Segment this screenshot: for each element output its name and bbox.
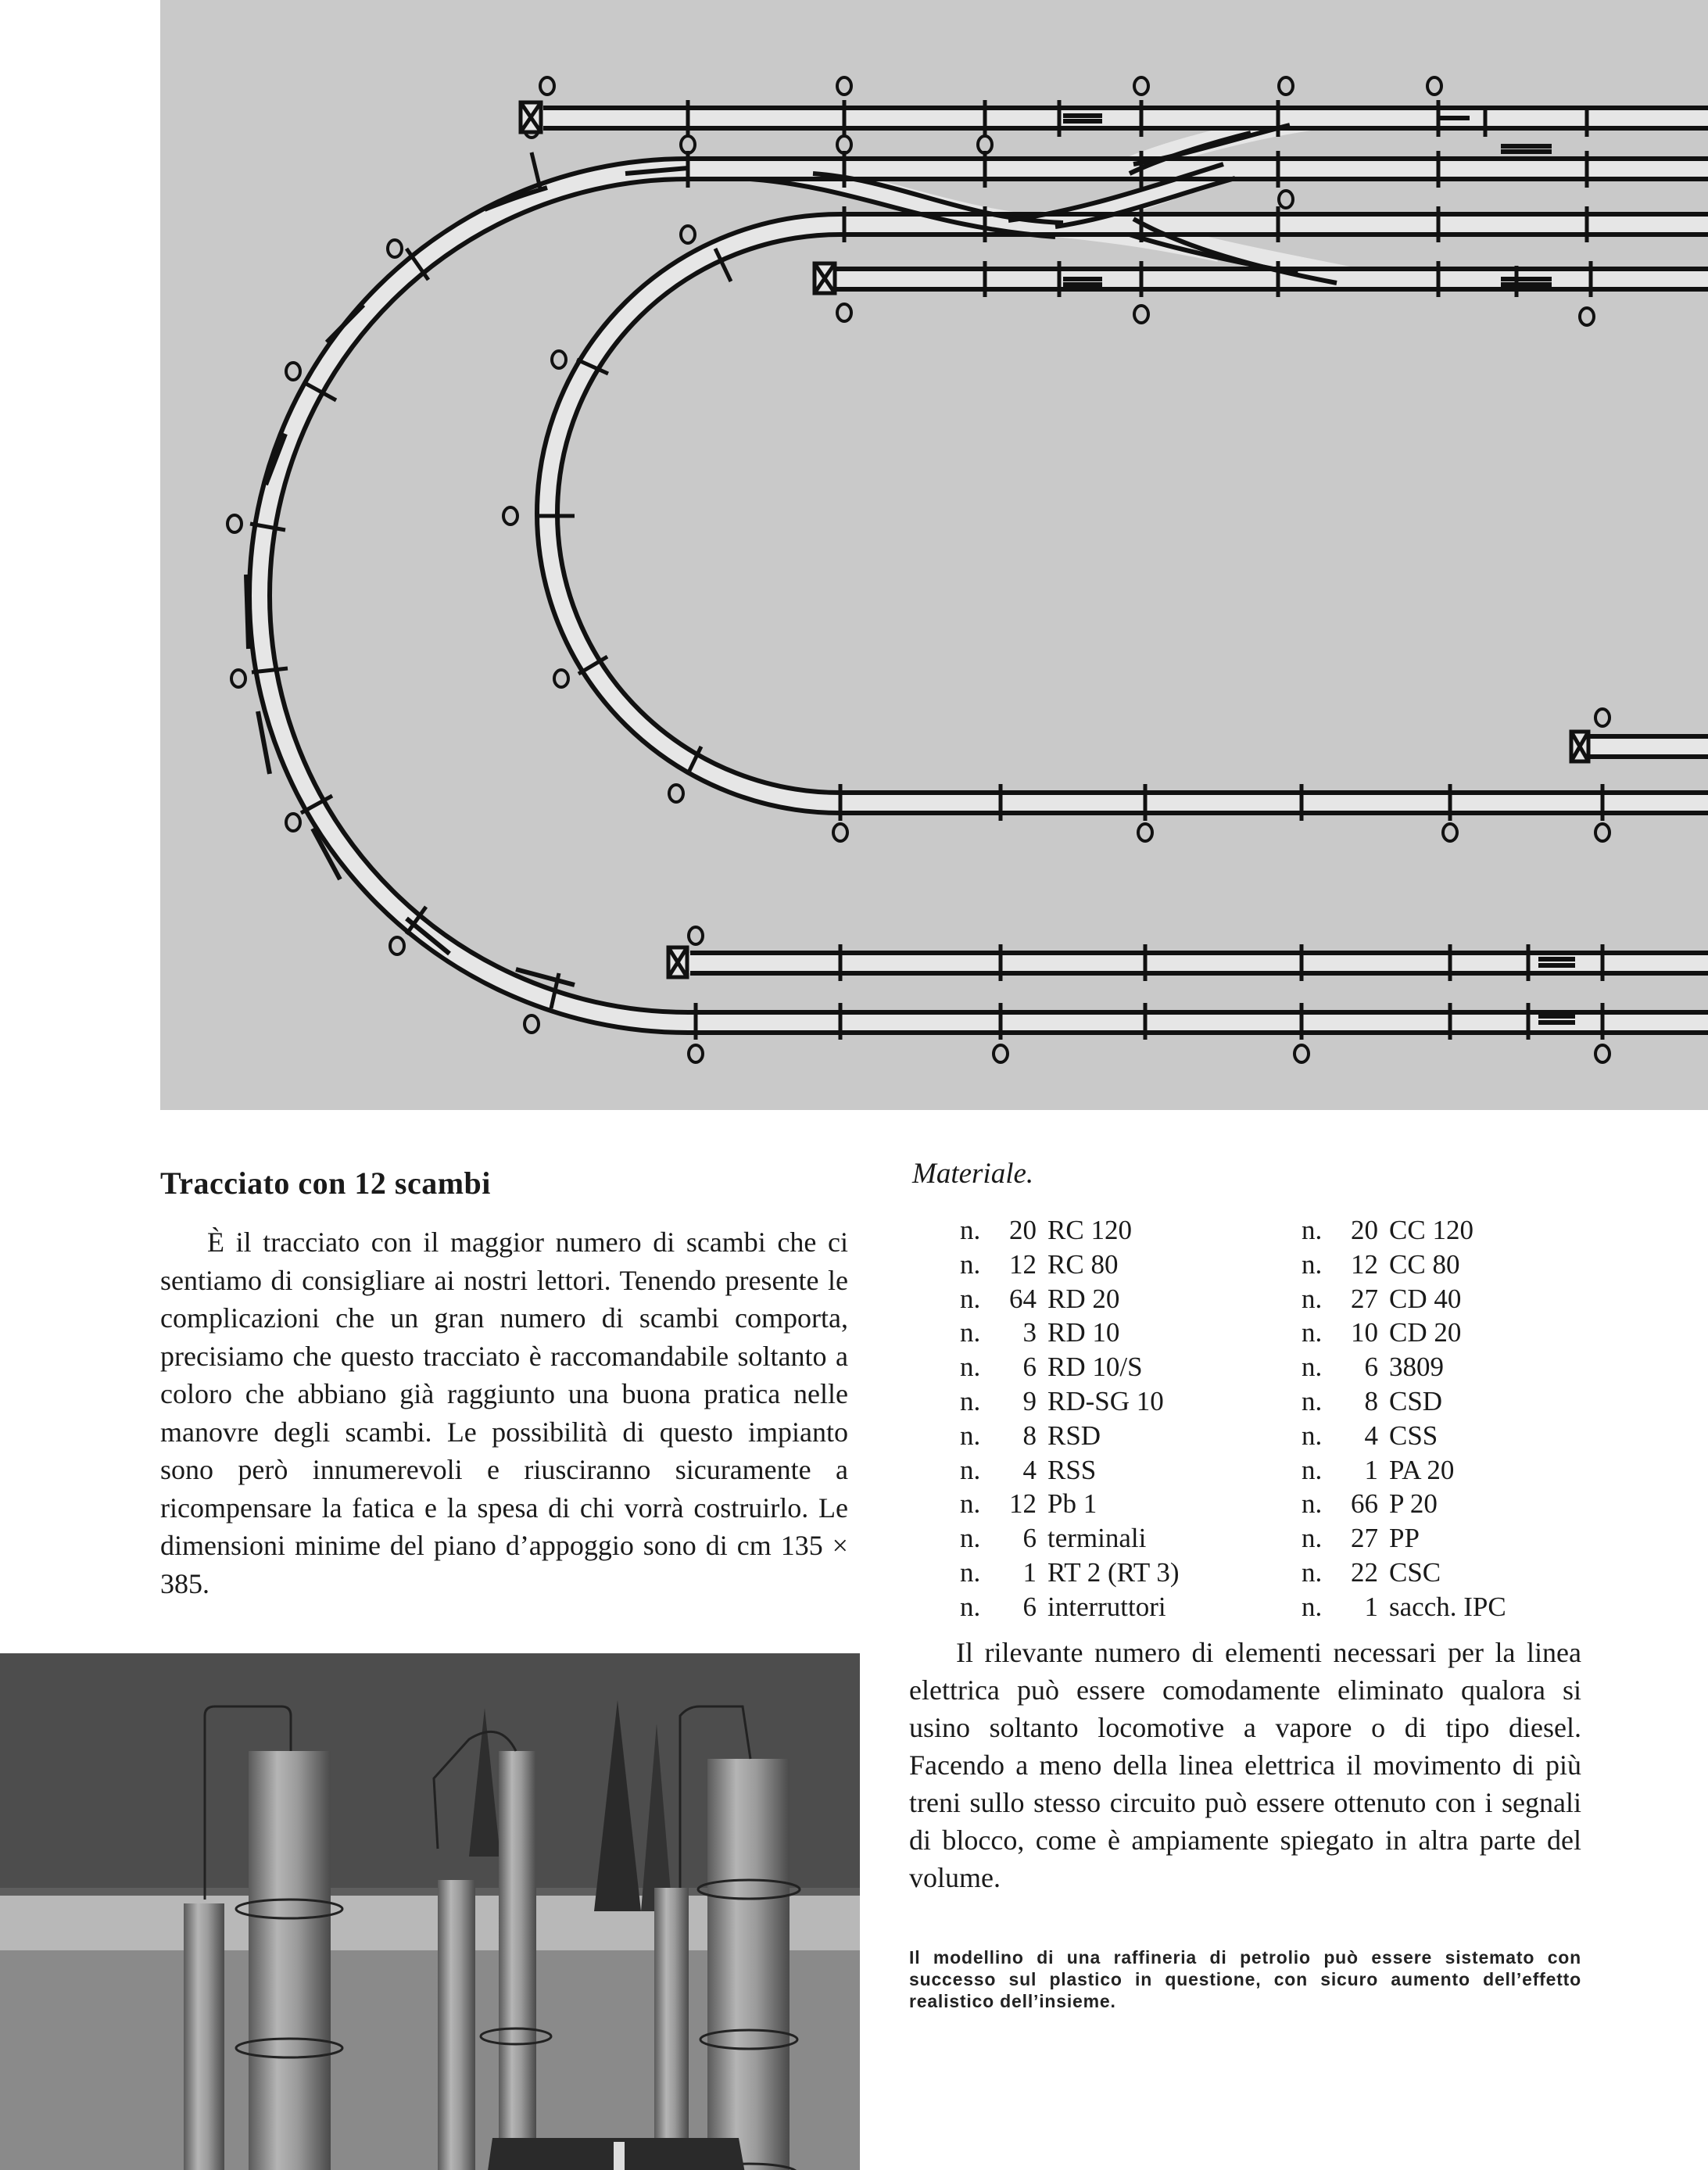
materials-quantity: 22 xyxy=(1351,1556,1378,1588)
materials-entry-left xyxy=(960,1590,1302,1624)
materials-number-prefix: n. xyxy=(960,1523,981,1554)
paragraph-electric-line: Il rilevante numero di elementi necessari per la linea elettrica può essere comodamente eliminato qualora si usino soltanto locomotive a vapore o di tipo diesel. Facendo a meno della linea elettrica il movimento di più treni sullo stesso circuito può essere ottenuto con i segnali di blocco, come è ampiamente spiegato in altra parte del volume. xyxy=(909,1637,1581,1893)
materials-item-code: terminali xyxy=(1047,1523,1147,1554)
materials-quantity: 6 xyxy=(1022,1523,1037,1554)
materials-item-code: CSS xyxy=(1389,1420,1438,1451)
materials-number-prefix: n. xyxy=(960,1591,981,1622)
materials-item-code: interruttori xyxy=(1047,1591,1166,1622)
materials-quantity: 1 xyxy=(1364,1591,1378,1622)
materials-entry-right xyxy=(1302,1248,1459,1282)
materials-item-code: RD 10/S xyxy=(1047,1352,1143,1383)
materials-row xyxy=(960,1248,1506,1282)
materials-quantity: 1 xyxy=(1022,1556,1037,1588)
materials-number-prefix: n. xyxy=(1302,1385,1323,1416)
materials-quantity: 12 xyxy=(1009,1248,1037,1280)
bumper-stop-icon xyxy=(1571,732,1588,761)
materials-number-prefix: n. xyxy=(1302,1215,1323,1245)
materials-entry-left xyxy=(960,1384,1302,1419)
materials-entry-left xyxy=(960,1453,1302,1488)
materials-item-code: PA 20 xyxy=(1389,1454,1455,1485)
materials-number-prefix: n. xyxy=(960,1454,981,1485)
refinery-photo xyxy=(0,1653,860,2170)
materials-number-prefix: n. xyxy=(1302,1454,1323,1485)
materials-entry-right xyxy=(1302,1556,1441,1590)
materials-item-code: CC 120 xyxy=(1389,1215,1473,1245)
materials-number-prefix: n. xyxy=(960,1352,981,1383)
materials-entry-left xyxy=(960,1487,1302,1521)
materials-entry-left xyxy=(960,1248,1302,1282)
materials-entry-left xyxy=(960,1316,1302,1350)
materials-item-code: CD 40 xyxy=(1389,1283,1462,1314)
materials-row xyxy=(960,1384,1506,1419)
materials-item-code: RD 10 xyxy=(1047,1317,1120,1348)
materials-entry-right xyxy=(1302,1487,1438,1521)
materials-entry-left xyxy=(960,1556,1302,1590)
materials-entry-right xyxy=(1302,1316,1461,1350)
materials-row xyxy=(960,1556,1506,1590)
materials-quantity: 6 xyxy=(1022,1352,1037,1383)
materials-number-prefix: n. xyxy=(960,1420,981,1451)
materials-number-prefix: n. xyxy=(1302,1488,1323,1520)
materials-item-code: RC 120 xyxy=(1047,1215,1132,1245)
materials-quantity: 4 xyxy=(1364,1420,1378,1451)
materials-item-code: CC 80 xyxy=(1389,1248,1460,1280)
materials-entry-right xyxy=(1302,1453,1454,1488)
materials-quantity: 20 xyxy=(1009,1215,1037,1245)
materials-row xyxy=(960,1590,1506,1624)
materials-item-code: Pb 1 xyxy=(1047,1488,1097,1520)
materials-number-prefix: n. xyxy=(960,1556,981,1588)
materials-entry-left xyxy=(960,1419,1302,1453)
materials-quantity: 6 xyxy=(1022,1591,1037,1622)
materials-quantity: 3 xyxy=(1022,1317,1037,1348)
article-body-left xyxy=(160,1223,848,1602)
materials-item-code: RT 2 (RT 3) xyxy=(1047,1556,1180,1588)
materials-number-prefix: n. xyxy=(960,1488,981,1520)
materials-number-prefix: n. xyxy=(1302,1591,1323,1622)
materials-number-prefix: n. xyxy=(960,1215,981,1245)
materials-item-code: PP xyxy=(1389,1523,1420,1554)
materials-item-code: 3809 xyxy=(1389,1352,1444,1383)
materials-quantity: 8 xyxy=(1022,1420,1037,1451)
track-beds xyxy=(260,118,1708,1022)
materials-number-prefix: n. xyxy=(1302,1317,1323,1348)
materials-row xyxy=(960,1282,1506,1316)
materials-quantity: 27 xyxy=(1351,1283,1378,1314)
materials-item-code: CSC xyxy=(1389,1556,1441,1588)
materials-quantity: 12 xyxy=(1009,1488,1037,1520)
materials-entry-left xyxy=(960,1350,1302,1384)
materials-entry-left xyxy=(960,1213,1302,1248)
materials-item-code: RD-SG 10 xyxy=(1047,1385,1164,1416)
materials-quantity: 20 xyxy=(1351,1215,1378,1245)
materials-quantity: 12 xyxy=(1351,1248,1378,1280)
materials-number-prefix: n. xyxy=(1302,1523,1323,1554)
materials-quantity: 4 xyxy=(1022,1454,1037,1485)
materials-number-prefix: n. xyxy=(960,1283,981,1314)
materials-quantity: 66 xyxy=(1351,1488,1378,1520)
materials-quantity: 9 xyxy=(1022,1385,1037,1416)
track-rails xyxy=(249,108,1708,1033)
materials-entry-left xyxy=(960,1521,1302,1556)
materials-row xyxy=(960,1487,1506,1521)
materials-number-prefix: n. xyxy=(1302,1556,1323,1588)
materials-entry-right xyxy=(1302,1350,1444,1384)
materials-number-prefix: n. xyxy=(1302,1352,1323,1383)
materials-heading: Materiale. xyxy=(912,1158,1034,1190)
materials-item-code: RC 80 xyxy=(1047,1248,1119,1280)
materials-quantity: 1 xyxy=(1364,1454,1378,1485)
materials-entry-right xyxy=(1302,1213,1473,1248)
materials-entry-right xyxy=(1302,1419,1438,1453)
materials-number-prefix: n. xyxy=(960,1385,981,1416)
materials-row xyxy=(960,1316,1506,1350)
materials-number-prefix: n. xyxy=(1302,1248,1323,1280)
materials-quantity: 27 xyxy=(1351,1523,1378,1554)
materials-entry-right xyxy=(1302,1521,1420,1556)
photo-caption: Il modellino di una raffineria di petrolio può essere sistemato con successo sul plastico in questione, con sicuro aumento dell’effetto realistico dell’insieme. xyxy=(909,1947,1581,2011)
materials-row xyxy=(960,1213,1506,1248)
materials-row xyxy=(960,1453,1506,1488)
materials-row xyxy=(960,1350,1506,1384)
materials-entry-right xyxy=(1302,1384,1442,1419)
materials-row xyxy=(960,1521,1506,1556)
materials-number-prefix: n. xyxy=(960,1317,981,1348)
materials-quantity: 64 xyxy=(1009,1283,1037,1314)
materials-item-code: P 20 xyxy=(1389,1488,1438,1520)
materials-list xyxy=(960,1213,1506,1624)
materials-item-code: RSD xyxy=(1047,1420,1101,1451)
materials-entry-right xyxy=(1302,1282,1461,1316)
refinery-photo-illustration xyxy=(0,1653,860,2170)
materials-entry-left xyxy=(960,1282,1302,1316)
bumper-stop-icon xyxy=(815,263,835,293)
materials-item-code: CSD xyxy=(1389,1385,1443,1416)
materials-item-code: CD 20 xyxy=(1389,1317,1462,1348)
article-title: Tracciato con 12 scambi xyxy=(160,1166,491,1201)
materials-item-code: RD 20 xyxy=(1047,1283,1120,1314)
bumper-stop-icon xyxy=(521,102,541,132)
materials-quantity: 6 xyxy=(1364,1352,1378,1383)
materials-row xyxy=(960,1419,1506,1453)
materials-quantity: 8 xyxy=(1364,1385,1378,1416)
bumper-stop-icon xyxy=(668,947,687,977)
materials-entry-right xyxy=(1302,1590,1506,1624)
materials-item-code: RSS xyxy=(1047,1454,1097,1485)
paragraph-intro: È il tracciato con il maggior numero di scambi che ci sentiamo di consigliare ai nostri lettori. Tenendo presente le complicazioni che un gran numero di scambi comporta, precisiamo che questo tracciato è raccomandabile soltanto a coloro che abbiano già raggiunto una buona pratica nelle manovre degli scambi. Le possibilità di questo impianto sono però innumerevoli e riusciranno sicuramente a ricompensare la fatica e la spesa di chi vorrà costruirlo. Le dimensioni minime del piano d’appoggio sono di cm 135 × 385. xyxy=(160,1226,848,1599)
materials-number-prefix: n. xyxy=(1302,1420,1323,1451)
article-body-right xyxy=(909,1634,1581,1896)
materials-quantity: 10 xyxy=(1351,1317,1378,1348)
materials-item-code: sacch. IPC xyxy=(1389,1591,1506,1622)
materials-number-prefix: n. xyxy=(1302,1283,1323,1314)
track-plan-diagram xyxy=(160,0,1708,1110)
materials-number-prefix: n. xyxy=(960,1248,981,1280)
